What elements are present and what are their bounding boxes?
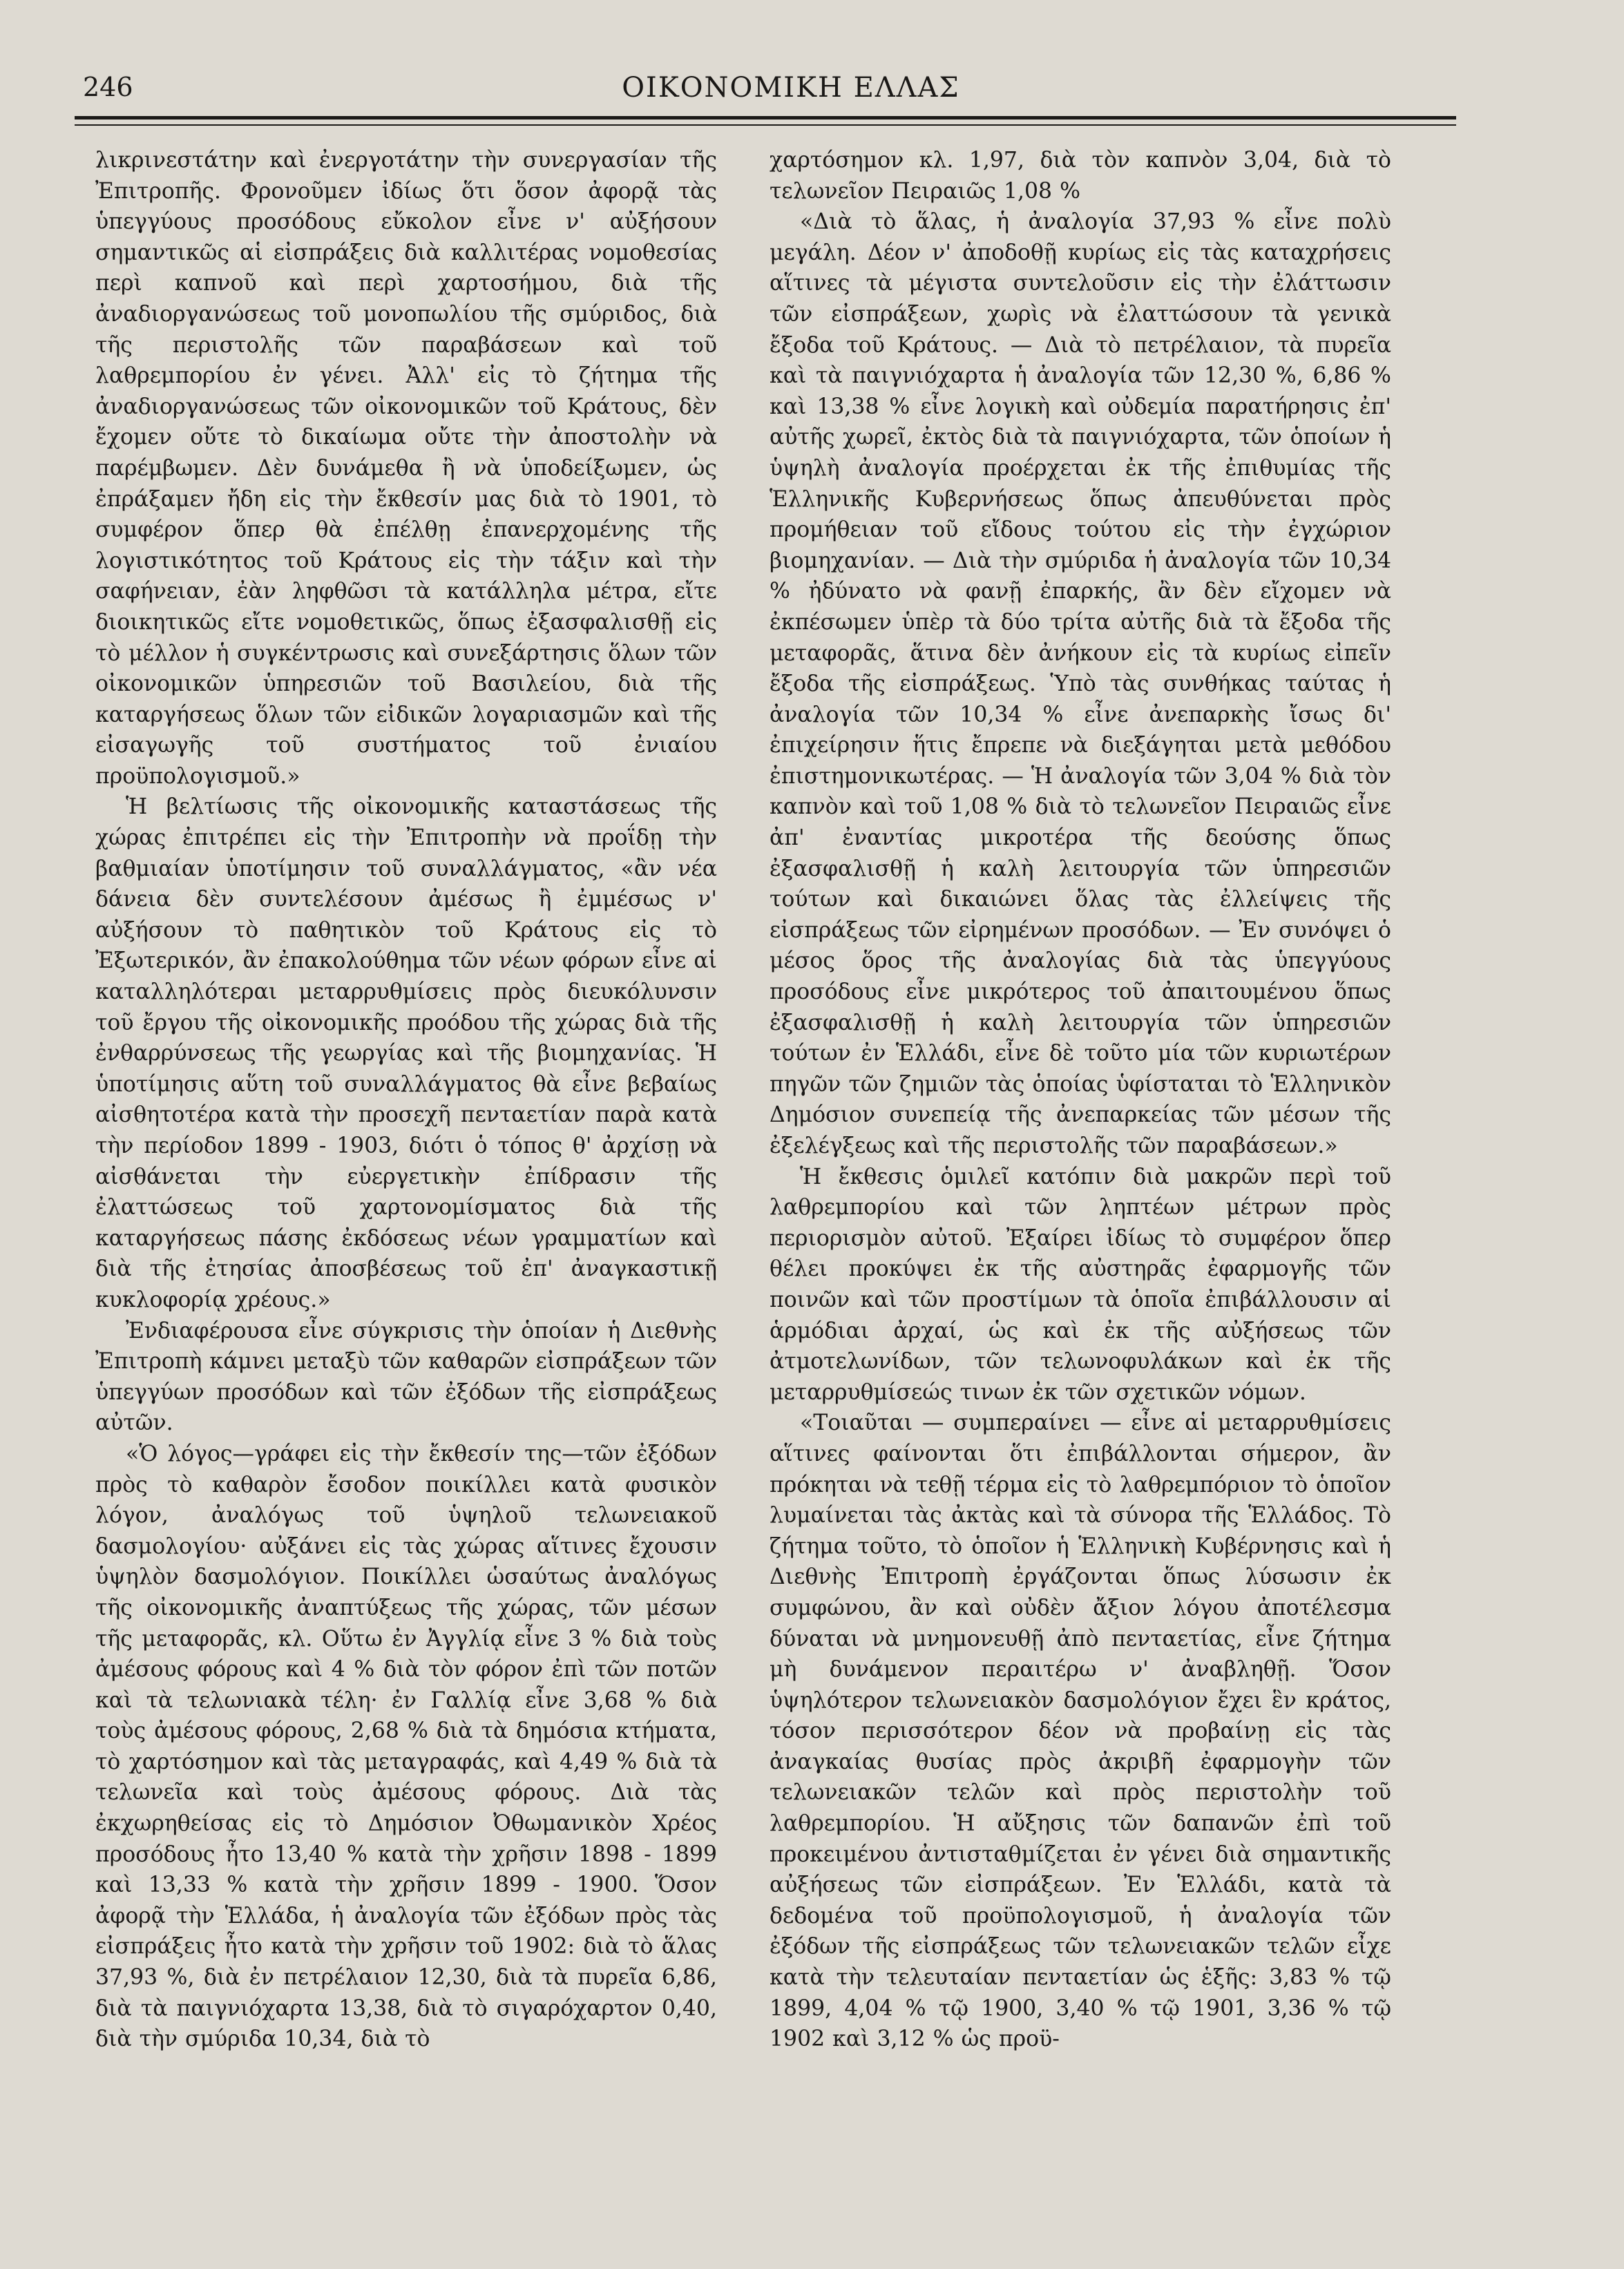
paragraph: Ἡ ἔκθεσις ὁμιλεῖ κατόπιν διὰ μακρῶν περὶ τοῦ λαθρεμπορίου καὶ τῶν ληπτέων μέτρων πρὸς περιορισμὸν αὐτοῦ. Ἐξαίρει ἰδίως τὸ συμφέρον ὅπερ θέλει προκύψει ἐκ τῆς αὐστηρᾶς ἐφαρμογῆς τῶν ποινῶν καὶ τῶν προστίμων τὰ ὁποῖα ἐπιβάλλουσιν αἱ ἁρμόδιαι ἀρχαί, ὡς καὶ ἐκ τῆς αὐξήσεως τῶν ἀτμοτελωνίδων, τῶν τελωνοφυλάκων καὶ ἐκ τῆς μεταρρυθμίσεώς τινων ἐκ τῶν σχετικῶν νόμων. bbox=[770, 1164, 1391, 1405]
running-head bbox=[83, 72, 1499, 113]
paragraph: λικρινεστάτην καὶ ἐνεργοτάτην τὴν συνεργασίαν τῆς Ἐπιτροπῆς. Φρονοῦμεν ἰδίως ὅτι ὅσον ἀφορᾷ τὰς ὑπεγγύους προσόδους εὔκολον εἶνε ν' αὐξήσουν σημαντικῶς αἱ εἰσπράξεις διὰ καλλιτέρας νομοθεσίας περὶ καπνοῦ καὶ περὶ χαρτοσήμου, διὰ τῆς ἀναδιοργανώσεως τοῦ μονοπωλίου τῆς σμύριδος, διὰ τῆς περιστολῆς τῶν παραβάσεων καὶ τοῦ λαθρεμπορίου ἐν γένει. Ἀλλ' εἰς τὸ ζήτημα τῆς ἀναδιοργανώσεως τῶν οἰκονομικῶν τοῦ Κράτους, δὲν ἔχομεν οὔτε τὸ δικαίωμα οὔτε τὴν ἀποστολὴν νὰ παρέμβωμεν. Δὲν δυνάμεθα ἢ νὰ ὑποδείξωμεν, ὡς ἐπράξαμεν ἤδη εἰς τὴν ἔκθεσίν μας διὰ τὸ 1901, τὸ συμφέρον ὅπερ θὰ ἐπέλθῃ ἐπανερχομένης τῆς λογιστικότητος τοῦ Κράτους εἰς τὴν τάξιν καὶ τὴν σαφήνειαν, ἐὰν ληφθῶσι τὰ κατάλληλα μέτρα, εἴτε διοικητικῶς εἴτε νομοθετικῶς, ὅπως ἐξασφαλισθῇ εἰς τὸ μέλλον ἡ συγκέντρωσις καὶ συνεξάρτησις ὅλων τῶν οἰκονομικῶν ὑπηρεσιῶν τοῦ Βασιλείου, διὰ τῆς καταργήσεως ὅλων τῶν εἰδικῶν λογαριασμῶν καὶ τῆς εἰσαγωγῆς τοῦ συστήματος τοῦ ἐνιαίου προϋπολογισμοῦ.» bbox=[95, 148, 717, 789]
page-number: 246 bbox=[83, 72, 133, 102]
paragraph: «Τοιαῦται — συμπεραίνει — εἶνε αἱ μεταρρυθμίσεις αἵτινες φαίνονται ὅτι ἐπιβάλλονται σήμερον, ἂν πρόκηται νὰ τεθῇ τέρμα εἰς τὸ λαθρεμπόριον τὸ ὁποῖον λυμαίνεται τὰς ἀκτὰς καὶ τὰ σύνορα τῆς Ἑλλάδος. Τὸ ζήτημα τοῦτο, τὸ ὁποῖον ἡ Ἑλληνικὴ Κυβέρνησις καὶ ἡ Διεθνὴς Ἐπιτροπὴ ἐργάζονται ὅπως λύσωσιν ἐκ συμφώνου, ἂν καὶ οὐδὲν ἄξιον λόγου ἀποτέλεσμα δύναται νὰ μνημονευθῇ ἀπὸ πενταετίας, εἶνε ζήτημα μὴ δυνάμενον περαιτέρω ν' ἀναβληθῇ. Ὅσον ὑψηλότερον τελωνειακὸν δασμολόγιον ἔχει ἓν κράτος, τόσον περισσότερον δέον νὰ προβαίνῃ εἰς τὰς ἀναγκαίας θυσίας πρὸς ἀκριβῆ ἐφαρμογὴν τῶν τελωνειακῶν τελῶν καὶ πρὸς περιστολὴν τοῦ λαθρεμπορίου. Ἡ αὔξησις τῶν δαπανῶν ἐπὶ τοῦ προκειμένου ἀντισταθμίζεται ἐν γένει διὰ σημαντικῆς αὐξήσεως τῶν εἰσπράξεων. Ἐν Ἑλλάδι, κατὰ τὰ δεδομένα τοῦ προϋπολογισμοῦ, ἡ ἀναλογία τῶν ἐξόδων τῆς εἰσπράξεως τῶν τελωνειακῶν τελῶν εἶχε κατὰ τὴν τελευταίαν πενταετίαν ὡς ἑξῆς: 3,83 % τῷ 1899, 4,04 % τῷ 1900, 3,40 % τῷ 1901, 3,36 % τῷ 1902 καὶ 3,12 % ὡς προϋ- bbox=[770, 1410, 1391, 2052]
paragraph: «Ὁ λόγος—γράφει εἰς τὴν ἔκθεσίν της—τῶν ἐξόδων πρὸς τὸ καθαρὸν ἔσοδον ποικίλλει κατὰ φυσικὸν λόγον, ἀναλόγως τοῦ ὑψηλοῦ τελωνειακοῦ δασμολογίου· αὐξάνει εἰς τὰς χώρας αἵτινες ἔχουσιν ὑψηλὸν δασμολόγιον. Ποικίλλει ὡσαύτως ἀναλόγως τῆς οἰκονομικῆς ἀναπτύξεως τῆς χώρας, τῶν μέσων τῆς μεταφορᾶς, κλ. Οὕτω ἐν Ἀγγλίᾳ εἶνε 3 % διὰ τοὺς ἀμέσους φόρους καὶ 4 % διὰ τὸν φόρον ἐπὶ τῶν ποτῶν καὶ τὰ τελωνιακὰ τέλη· ἐν Γαλλίᾳ εἶνε 3,68 % διὰ τοὺς ἀμέσους φόρους, 2,68 % διὰ τὰ δημόσια κτήματα, τὸ χαρτόσημον καὶ τὰς μεταγραφάς, καὶ 4,49 % διὰ τὰ τελωνεῖα καὶ τοὺς ἀμέσους φόρους. Διὰ τὰς ἐκχωρηθείσας εἰς τὸ Δημόσιον Ὀθωμανικὸν Χρέος προσόδους ἦτο 13,40 % κατὰ τὴν χρῆσιν 1898 - 1899 καὶ 13,33 % κατὰ τὴν χρῆσιν 1899 - 1900. Ὅσον ἀφορᾷ τὴν Ἑλλάδα, ἡ ἀναλογία τῶν ἐξόδων πρὸς τὰς εἰσπράξεις ἦτο κατὰ τὴν χρῆσιν τοῦ 1902: διὰ τὸ ἅλας 37,93 %, διὰ ἐν πετρέλαιον 12,30, διὰ τὰ πυρεῖα 6,86, διὰ τὰ παιγνιόχαρτα 13,38, διὰ τὸ σιγαρόχαρτον 0,40, διὰ τὴν σμύριδα 10,34, διὰ τὸ bbox=[95, 1441, 717, 2052]
header-rule-thick bbox=[75, 116, 1456, 119]
running-title: ΟΙΚΟΝΟΜΙΚΗ ΕΛΛΑΣ bbox=[622, 72, 960, 104]
paragraph: Ἐνδιαφέρουσα εἶνε σύγκρισις τὴν ὁποίαν ἡ Διεθνὴς Ἐπιτροπὴ κάμνει μεταξὺ τῶν καθαρῶν εἰσπράξεων τῶν ὑπεγγύων προσόδων καὶ τῶν ἐξόδων τῆς εἰσπράξεως αὐτῶν. bbox=[95, 1318, 717, 1436]
header-rule-thin bbox=[75, 124, 1456, 126]
right-column bbox=[770, 145, 1391, 2055]
paragraph: «Διὰ τὸ ἅλας, ἡ ἀναλογία 37,93 % εἶνε πολὺ μεγάλη. Δέον ν' ἀποδοθῇ κυρίως εἰς τὰς καταχρήσεις αἵτινες τὰ μέγιστα συντελοῦσιν εἰς τὴν ἐλάττωσιν τῶν εἰσπράξεων, χωρὶς νὰ ἐλαττώσουν τὰ γενικὰ ἔξοδα τοῦ Κράτους. — Διὰ τὸ πετρέλαιον, τὰ πυρεῖα καὶ τὰ παιγνιόχαρτα ἡ ἀναλογία τῶν 12,30 %, 6,86 % καὶ 13,38 % εἶνε λογικὴ καὶ οὐδεμία παρατήρησις ἐπ' αὐτῆς χωρεῖ, ἐκτὸς διὰ τὰ παιγνιόχαρτα, τῶν ὁποίων ἡ ὑψηλὴ ἀναλογία προέρχεται ἐκ τῆς ἐπιθυμίας τῆς Ἑλληνικῆς Κυβερνήσεως ὅπως ἀπευθύνεται πρὸς προμήθειαν τοῦ εἴδους τούτου εἰς τὴν ἐγχώριον βιομηχανίαν. — Διὰ τὴν σμύριδα ἡ ἀναλογία τῶν 10,34 % ἠδύνατο νὰ φανῇ ἐπαρκής, ἂν δὲν εἴχομεν νὰ ἐκπέσωμεν ὑπὲρ τὰ δύο τρίτα αὐτῆς διὰ τὰ ἔξοδα τῆς μεταφορᾶς, ἅτινα δὲν ἀνήκουν εἰς τὰ κυρίως εἰπεῖν ἔξοδα τῆς εἰσπράξεως. Ὑπὸ τὰς συνθήκας ταύτας ἡ ἀναλογία τῶν 10,34 % εἶνε ἀνεπαρκὴς ἴσως δι' ἐπιχείρησιν ἥτις ἔπρεπε νὰ διεξάγηται μετὰ μεθόδου ἐπιστημονικωτέρας. — Ἡ ἀναλογία τῶν 3,04 % διὰ τὸν καπνὸν καὶ τοῦ 1,08 % διὰ τὸ τελωνεῖον Πειραιῶς εἶνε ἀπ' ἐναντίας μικροτέρα τῆς δεούσης ὅπως ἐξασφαλισθῇ ἡ καλὴ λειτουργία τῶν ὑπηρεσιῶν τούτων καὶ δικαιώνει ὅλας τὰς ἐλλείψεις τῆς εἰσπράξεως τῶν εἰρημένων προσόδων. — Ἐν συνόψει ὁ μέσος ὅρος τῆς ἀναλογίας διὰ τὰς ὑπεγγύους προσόδους εἶνε μικρότερος τοῦ ἀπαιτουμένου ὅπως ἐξασφαλισθῇ ἡ καλὴ λειτουργία τῶν ὑπηρεσιῶν τούτων ἐν Ἑλλάδι, εἶνε δὲ τοῦτο μία τῶν κυριωτέρων πηγῶν τῶν ζημιῶν τὰς ὁποίας ὑφίσταται τὸ Ἑλληνικὸν Δημόσιον συνεπείᾳ τῆς ἀνεπαρκείας τῶν μέσων τῆς ἐξελέγξεως καὶ τῆς περιστολῆς τῶν παραβάσεων.» bbox=[770, 209, 1391, 1158]
left-column bbox=[95, 145, 717, 2055]
paragraph: Ἡ βελτίωσις τῆς οἰκονομικῆς καταστάσεως τῆς χώρας ἐπιτρέπει εἰς τὴν Ἐπιτροπὴν νὰ προΐδῃ τὴν βαθμιαίαν ὑποτίμησιν τοῦ συναλλάγματος, «ἂν νέα δάνεια δὲν συντελέσουν ἀμέσως ἢ ἐμμέσως ν' αὐξήσουν τὸ παθητικὸν τοῦ Κράτους εἰς τὸ Ἐξωτερικόν, ἂν ἐπακολούθημα τῶν νέων φόρων εἶνε αἱ καταλληλότεραι μεταρρυθμίσεις πρὸς διευκόλυνσιν τοῦ ἔργου τῆς οἰκονομικῆς προόδου τῆς χώρας διὰ τῆς ἐνθαρρύνσεως τῆς γεωργίας καὶ τῆς βιομηχανίας. Ἡ ὑποτίμησις αὕτη τοῦ συναλλάγματος θὰ εἶνε βεβαίως αἰσθητοτέρα κατὰ τὴν προσεχῆ πενταετίαν παρὰ κατὰ τὴν περίοδον 1899 - 1903, διότι ὁ τόπος θ' ἀρχίσῃ νὰ αἰσθάνεται τὴν εὐεργετικὴν ἐπίδρασιν τῆς ἐλαττώσεως τοῦ χαρτονομίσματος διὰ τῆς καταργήσεως πάσης ἐκδόσεως νέων γραμματίων καὶ διὰ τῆς ἐτησίας ἀποσβέσεως τοῦ ἐπ' ἀναγκαστικῇ κυκλοφορίᾳ χρέους.» bbox=[95, 794, 717, 1312]
paragraph: χαρτόσημον κλ. 1,97, διὰ τὸν καπνὸν 3,04, διὰ τὸ τελωνεῖον Πειραιῶς 1,08 % bbox=[770, 148, 1391, 204]
